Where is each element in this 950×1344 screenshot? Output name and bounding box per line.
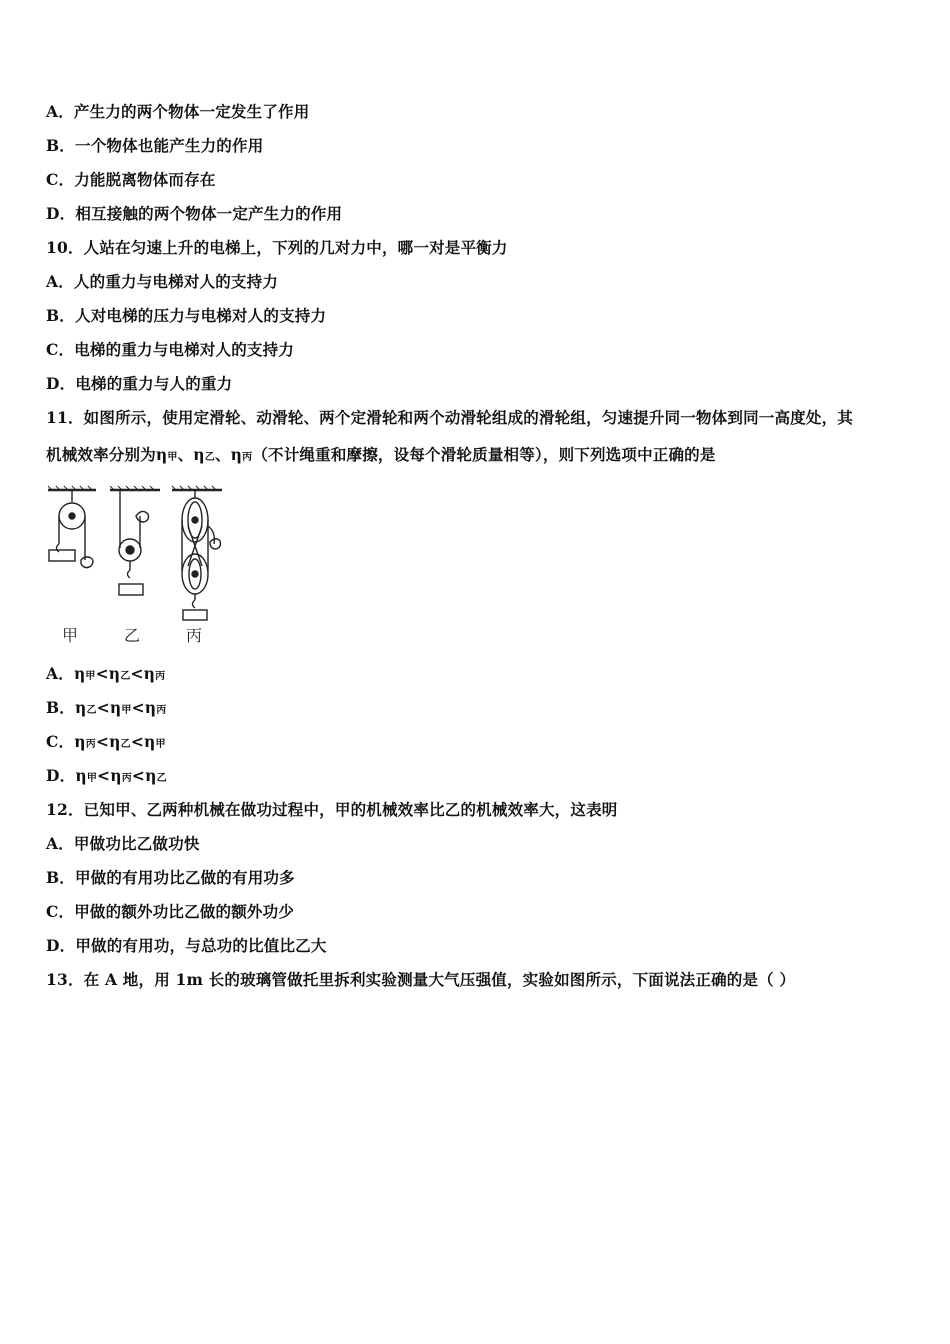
- q11-option-a: A．η甲<η乙<η丙: [46, 664, 166, 683]
- q13-stem: 13．在 A 地，用 1m 长的玻璃管做托里拆利实验测量大气压强值，实验如图所示，下面说法正确的是（ ）: [46, 970, 796, 989]
- q12-stem: 12．已知甲、乙两种机械在做功过程中，甲的机械效率比乙的机械效率大，这表明: [46, 800, 618, 819]
- q11-option-d: D．η甲<η丙<η乙: [46, 766, 167, 785]
- q11-stem-line2: 机械效率分别为η甲、η乙、η丙（不计绳重和摩擦，设每个滑轮质量相等），则下列选项中正确的是: [46, 445, 716, 464]
- q12-option-d: D．甲做的有用功，与总功的比值比乙大: [46, 936, 327, 955]
- pulley-diagram: [44, 486, 234, 646]
- q9-option-a: A．产生力的两个物体一定发生了作用: [46, 102, 310, 121]
- q10-option-a: A．人的重力与电梯对人的支持力: [46, 272, 279, 291]
- q10-option-d: D．电梯的重力与人的重力: [46, 374, 233, 393]
- q9-option-d: D．相互接触的两个物体一定产生力的作用: [46, 204, 343, 223]
- q10-option-b: B．人对电梯的压力与电梯对人的支持力: [46, 306, 327, 325]
- q12-option-a: A．甲做功比乙做功快: [46, 834, 200, 853]
- figure-label-bing: 丙: [186, 626, 203, 645]
- q12-option-b: B．甲做的有用功比乙做的有用功多: [46, 868, 295, 887]
- figure-label-yi: 乙: [124, 626, 141, 645]
- q9-option-b: B．一个物体也能产生力的作用: [46, 136, 264, 155]
- q11-option-c: C．η丙<η乙<η甲: [46, 732, 166, 751]
- q10-option-c: C．电梯的重力与电梯对人的支持力: [46, 340, 295, 359]
- q9-option-c: C．力能脱离物体而存在: [46, 170, 216, 189]
- pulley-figure: [44, 486, 234, 646]
- figure-label-jia: 甲: [62, 626, 79, 645]
- q10-stem: 10．人站在匀速上升的电梯上，下列的几对力中，哪一对是平衡力: [46, 238, 508, 257]
- q12-option-c: C．甲做的额外功比乙做的额外功少: [46, 902, 295, 921]
- q11-option-b: B．η乙<η甲<η丙: [46, 698, 167, 717]
- q11-stem-line1: 11．如图所示，使用定滑轮、动滑轮、两个定滑轮和两个动滑轮组成的滑轮组，匀速提升同一物体到同一高度处，其: [46, 408, 853, 427]
